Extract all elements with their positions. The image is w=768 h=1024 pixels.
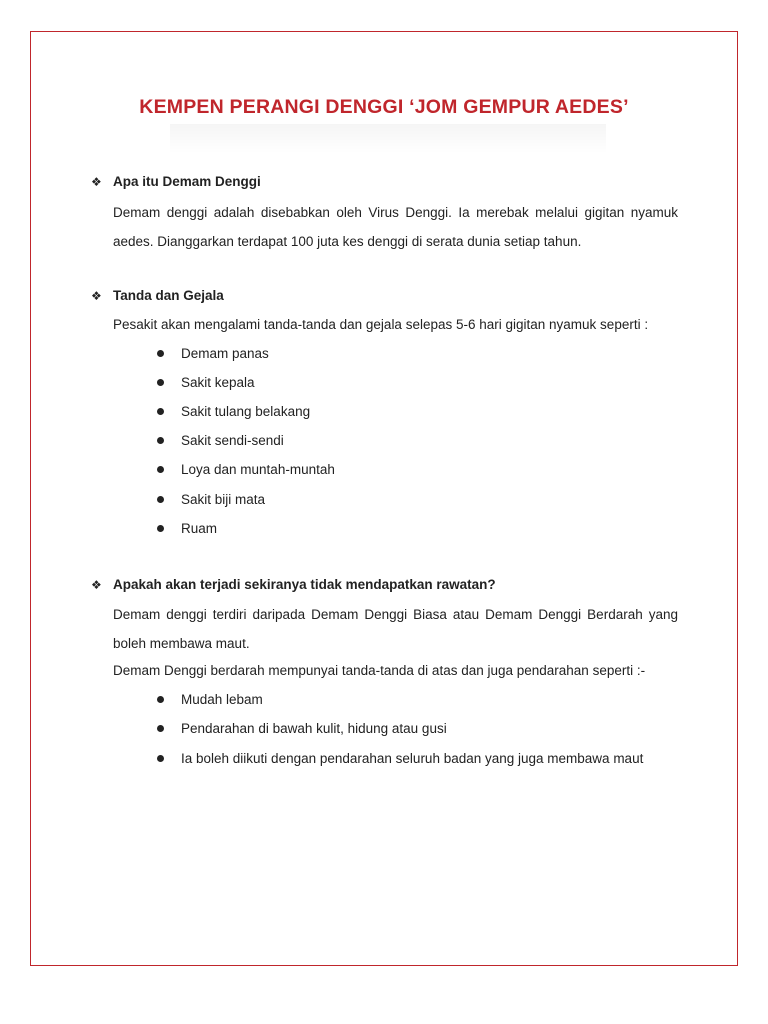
bullet-dot-icon bbox=[157, 755, 164, 762]
section-heading-label: Apa itu Demam Denggi bbox=[113, 174, 261, 189]
title-shadow bbox=[170, 124, 606, 154]
bullet-dot-icon bbox=[157, 379, 164, 386]
section-heading-rawatan bbox=[91, 577, 496, 592]
section-intro: Pesakit akan mengalami tanda-tanda dan gejala selepas 5-6 hari gigitan nyamuk seperti : bbox=[113, 317, 649, 332]
bullet-dot-icon bbox=[157, 525, 164, 532]
list-item: Sakit kepala bbox=[157, 375, 255, 390]
diamond-bullet-icon: ❖ bbox=[91, 289, 102, 303]
diamond-bullet-icon: ❖ bbox=[91, 578, 102, 592]
list-item: Sakit sendi-sendi bbox=[157, 433, 284, 448]
list-item: Demam panas bbox=[157, 346, 269, 361]
list-item: Sakit biji mata bbox=[157, 492, 265, 507]
bullet-dot-icon bbox=[157, 496, 164, 503]
section-paragraph: Demam denggi terdiri daripada Demam Denggi Biasa atau Demam Denggi Berdarah yang boleh membawa maut. bbox=[113, 607, 678, 651]
list-item: Ruam bbox=[157, 521, 217, 536]
section-heading-tanda-gejala bbox=[91, 288, 224, 303]
page-border bbox=[30, 31, 738, 966]
list-item: Loya dan muntah-muntah bbox=[157, 462, 335, 477]
section-heading-label: Apakah akan terjadi sekiranya tidak mendapatkan rawatan? bbox=[113, 577, 496, 592]
list-item: Pendarahan di bawah kulit, hidung atau gusi bbox=[157, 721, 447, 736]
section-heading-apa-itu bbox=[91, 174, 261, 189]
list-item: Ia boleh diikuti dengan pendarahan seluruh badan yang juga membawa maut bbox=[157, 751, 643, 766]
list-item: Mudah lebam bbox=[157, 692, 263, 707]
section-heading-label: Tanda dan Gejala bbox=[113, 288, 224, 303]
bullet-dot-icon bbox=[157, 696, 164, 703]
list-item: Sakit tulang belakang bbox=[157, 404, 310, 419]
bullet-dot-icon bbox=[157, 408, 164, 415]
bullet-dot-icon bbox=[157, 466, 164, 473]
bullet-dot-icon bbox=[157, 437, 164, 444]
bullet-dot-icon bbox=[157, 350, 164, 357]
section-intro: Demam Denggi berdarah mempunyai tanda-tanda di atas dan juga pendarahan seperti :- bbox=[113, 663, 646, 678]
section-paragraph: Demam denggi adalah disebabkan oleh Virus Denggi. Ia merebak melalui gigitan nyamuk aedes. Dianggarkan terdapat 100 juta kes denggi di serata dunia setiap tahun. bbox=[113, 205, 678, 249]
diamond-bullet-icon: ❖ bbox=[91, 175, 102, 189]
document-title: KEMPEN PERANGI DENGGI ‘JOM GEMPUR AEDES’ bbox=[139, 96, 629, 118]
bullet-dot-icon bbox=[157, 725, 164, 732]
